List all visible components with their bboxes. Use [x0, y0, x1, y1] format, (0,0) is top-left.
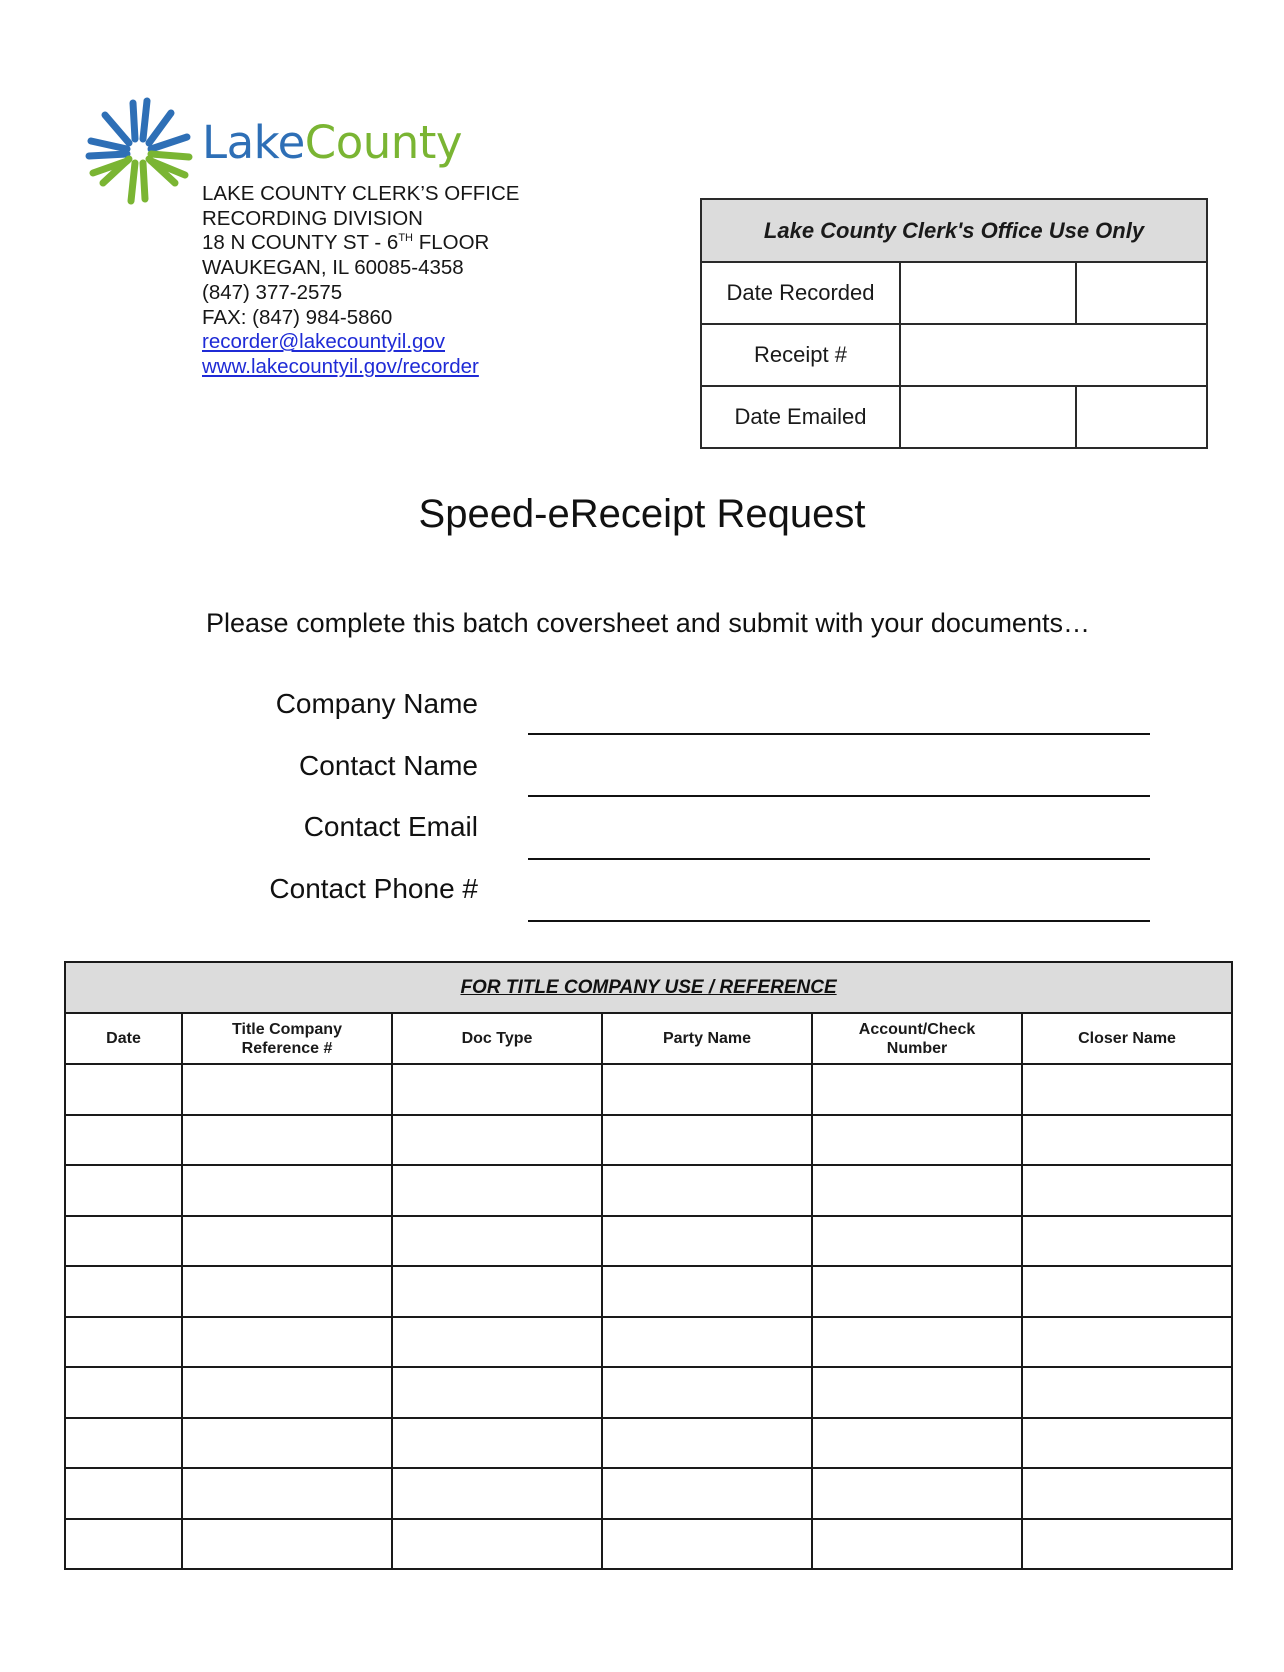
- cell-title-company-reference[interactable]: [182, 1064, 392, 1115]
- wordmark-lake: Lake: [202, 116, 305, 169]
- company-name-field[interactable]: [0, 688, 1284, 728]
- cell-account-check-number[interactable]: [812, 1367, 1022, 1418]
- table-row: [65, 1317, 1232, 1368]
- company-name-label: Company Name: [275, 688, 478, 719]
- cell-party-name[interactable]: [602, 1418, 812, 1469]
- contact-name-line[interactable]: [528, 795, 1150, 797]
- cell-date[interactable]: [65, 1266, 182, 1317]
- cell-closer-name[interactable]: [1022, 1115, 1232, 1166]
- wordmark-county: County: [304, 116, 463, 169]
- cell-account-check-number[interactable]: [812, 1216, 1022, 1267]
- cell-date[interactable]: [65, 1468, 182, 1519]
- cell-closer-name[interactable]: [1022, 1216, 1232, 1267]
- cell-account-check-number[interactable]: [812, 1468, 1022, 1519]
- website-link-wrap: [202, 355, 519, 380]
- col-doc-type: Doc Type: [392, 1013, 602, 1064]
- table-row: [65, 1367, 1232, 1418]
- city-state-zip: WAUKEGAN, IL 60085-4358: [202, 256, 464, 280]
- cell-date[interactable]: [65, 1216, 182, 1267]
- lake-county-logo-mark: [84, 96, 194, 206]
- cell-doc-type[interactable]: [392, 1115, 602, 1166]
- cell-date[interactable]: [65, 1064, 182, 1115]
- office-address-block: [202, 182, 519, 380]
- cell-doc-type[interactable]: [392, 1468, 602, 1519]
- cell-doc-type[interactable]: [392, 1064, 602, 1115]
- cell-party-name[interactable]: [602, 1064, 812, 1115]
- cell-doc-type[interactable]: [392, 1367, 602, 1418]
- cell-date[interactable]: [65, 1317, 182, 1368]
- website-link[interactable]: www.lakecountyil.gov/recorder: [202, 354, 479, 378]
- col-account-check-number: [812, 1013, 1022, 1064]
- cell-title-company-reference[interactable]: [182, 1266, 392, 1317]
- street-sup: TH: [398, 232, 413, 245]
- col-title-company-reference: [182, 1013, 392, 1064]
- date-emailed-label: Date Emailed: [701, 386, 900, 448]
- contact-name-label: Contact Name: [299, 750, 478, 781]
- table-row: [65, 1418, 1232, 1469]
- col-title-ref-line2: Reference #: [241, 1039, 333, 1057]
- cell-closer-name[interactable]: [1022, 1165, 1232, 1216]
- col-date: Date: [65, 1013, 182, 1064]
- email-link[interactable]: recorder@lakecountyil.gov: [202, 330, 446, 354]
- table-row: [65, 1165, 1232, 1216]
- reference-table-header: FOR TITLE COMPANY USE / REFERENCE: [65, 962, 1232, 1013]
- cell-date[interactable]: [65, 1519, 182, 1570]
- page-title: Speed-eReceipt Request: [418, 492, 866, 536]
- cell-date[interactable]: [65, 1165, 182, 1216]
- date-emailed-cell[interactable]: [900, 386, 1076, 448]
- cell-account-check-number[interactable]: [812, 1266, 1022, 1317]
- table-row: [65, 1519, 1232, 1570]
- cell-title-company-reference[interactable]: [182, 1519, 392, 1570]
- cell-title-company-reference[interactable]: [182, 1418, 392, 1469]
- intro-text: Please complete this batch coversheet and submit with your documents…: [206, 608, 1090, 638]
- cell-closer-name[interactable]: [1022, 1064, 1232, 1115]
- cell-closer-name[interactable]: [1022, 1317, 1232, 1368]
- lake-county-wordmark: [202, 116, 463, 169]
- cell-party-name[interactable]: [602, 1468, 812, 1519]
- cell-doc-type[interactable]: [392, 1519, 602, 1570]
- receipt-number-cell[interactable]: [900, 324, 1207, 386]
- cell-party-name[interactable]: [602, 1317, 812, 1368]
- cell-title-company-reference[interactable]: [182, 1216, 392, 1267]
- cell-account-check-number[interactable]: [812, 1519, 1022, 1570]
- cell-party-name[interactable]: [602, 1367, 812, 1418]
- cell-title-company-reference[interactable]: [182, 1367, 392, 1418]
- cell-party-name[interactable]: [602, 1165, 812, 1216]
- col-title-ref-line1: Title Company: [232, 1020, 342, 1038]
- cell-closer-name[interactable]: [1022, 1266, 1232, 1317]
- fax-number: FAX: (847) 984-5860: [202, 305, 393, 329]
- col-account-line2: Number: [886, 1039, 948, 1057]
- cell-date[interactable]: [65, 1115, 182, 1166]
- reference-table-body: [65, 1064, 1232, 1569]
- cell-doc-type[interactable]: [392, 1165, 602, 1216]
- cell-doc-type[interactable]: [392, 1216, 602, 1267]
- cell-title-company-reference[interactable]: [182, 1115, 392, 1166]
- cell-doc-type[interactable]: [392, 1266, 602, 1317]
- cell-title-company-reference[interactable]: [182, 1317, 392, 1368]
- date-recorded-cell-2[interactable]: [1076, 262, 1207, 324]
- contact-phone-label: Contact Phone #: [269, 873, 478, 904]
- cell-closer-name[interactable]: [1022, 1519, 1232, 1570]
- col-account-line1: Account/Check: [858, 1020, 976, 1038]
- office-use-header: Lake County Clerk's Office Use Only: [701, 199, 1207, 262]
- cell-closer-name[interactable]: [1022, 1367, 1232, 1418]
- contact-email-line[interactable]: [528, 858, 1150, 860]
- contact-name-field[interactable]: [0, 750, 1284, 790]
- col-closer-name: Closer Name: [1022, 1013, 1232, 1064]
- contact-phone-line[interactable]: [528, 920, 1150, 922]
- date-recorded-cell[interactable]: [900, 262, 1076, 324]
- table-row: [65, 1064, 1232, 1115]
- col-party-name: Party Name: [602, 1013, 812, 1064]
- cell-account-check-number[interactable]: [812, 1317, 1022, 1368]
- cell-title-company-reference[interactable]: [182, 1165, 392, 1216]
- cell-account-check-number[interactable]: [812, 1115, 1022, 1166]
- division-name: RECORDING DIVISION: [202, 206, 423, 230]
- contact-phone-field[interactable]: [0, 873, 1284, 913]
- table-row: [65, 1468, 1232, 1519]
- street-prefix: 18 N COUNTY ST - 6: [202, 231, 399, 255]
- table-row: [65, 1216, 1232, 1267]
- title-company-reference-table: [64, 961, 1233, 1570]
- cell-account-check-number[interactable]: [812, 1418, 1022, 1469]
- cell-doc-type[interactable]: [392, 1317, 602, 1368]
- cell-party-name[interactable]: [602, 1519, 812, 1570]
- company-name-line[interactable]: [528, 733, 1150, 735]
- date-recorded-label: Date Recorded: [701, 262, 900, 324]
- cell-date[interactable]: [65, 1418, 182, 1469]
- receipt-number-label: Receipt #: [701, 324, 900, 386]
- cell-date[interactable]: [65, 1367, 182, 1418]
- table-row: [65, 1115, 1232, 1166]
- cell-title-company-reference[interactable]: [182, 1468, 392, 1519]
- phone-number: (847) 377-2575: [202, 280, 343, 304]
- cell-closer-name[interactable]: [1022, 1418, 1232, 1469]
- reference-column-headers: [65, 1013, 1232, 1064]
- cell-party-name[interactable]: [602, 1266, 812, 1317]
- contact-email-field[interactable]: [0, 811, 1284, 851]
- cell-closer-name[interactable]: [1022, 1468, 1232, 1519]
- office-name: LAKE COUNTY CLERK’S OFFICE: [202, 182, 520, 205]
- cell-party-name[interactable]: [602, 1115, 812, 1166]
- cell-account-check-number[interactable]: [812, 1165, 1022, 1216]
- email-link-wrap: [202, 330, 519, 355]
- contact-email-label: Contact Email: [303, 811, 478, 842]
- cell-doc-type[interactable]: [392, 1418, 602, 1469]
- street-suffix: FLOOR: [413, 231, 490, 255]
- office-use-only-table: [700, 198, 1208, 449]
- street-address: [202, 231, 519, 256]
- cell-party-name[interactable]: [602, 1216, 812, 1267]
- cell-account-check-number[interactable]: [812, 1064, 1022, 1115]
- table-row: [65, 1266, 1232, 1317]
- date-emailed-cell-2[interactable]: [1076, 386, 1207, 448]
